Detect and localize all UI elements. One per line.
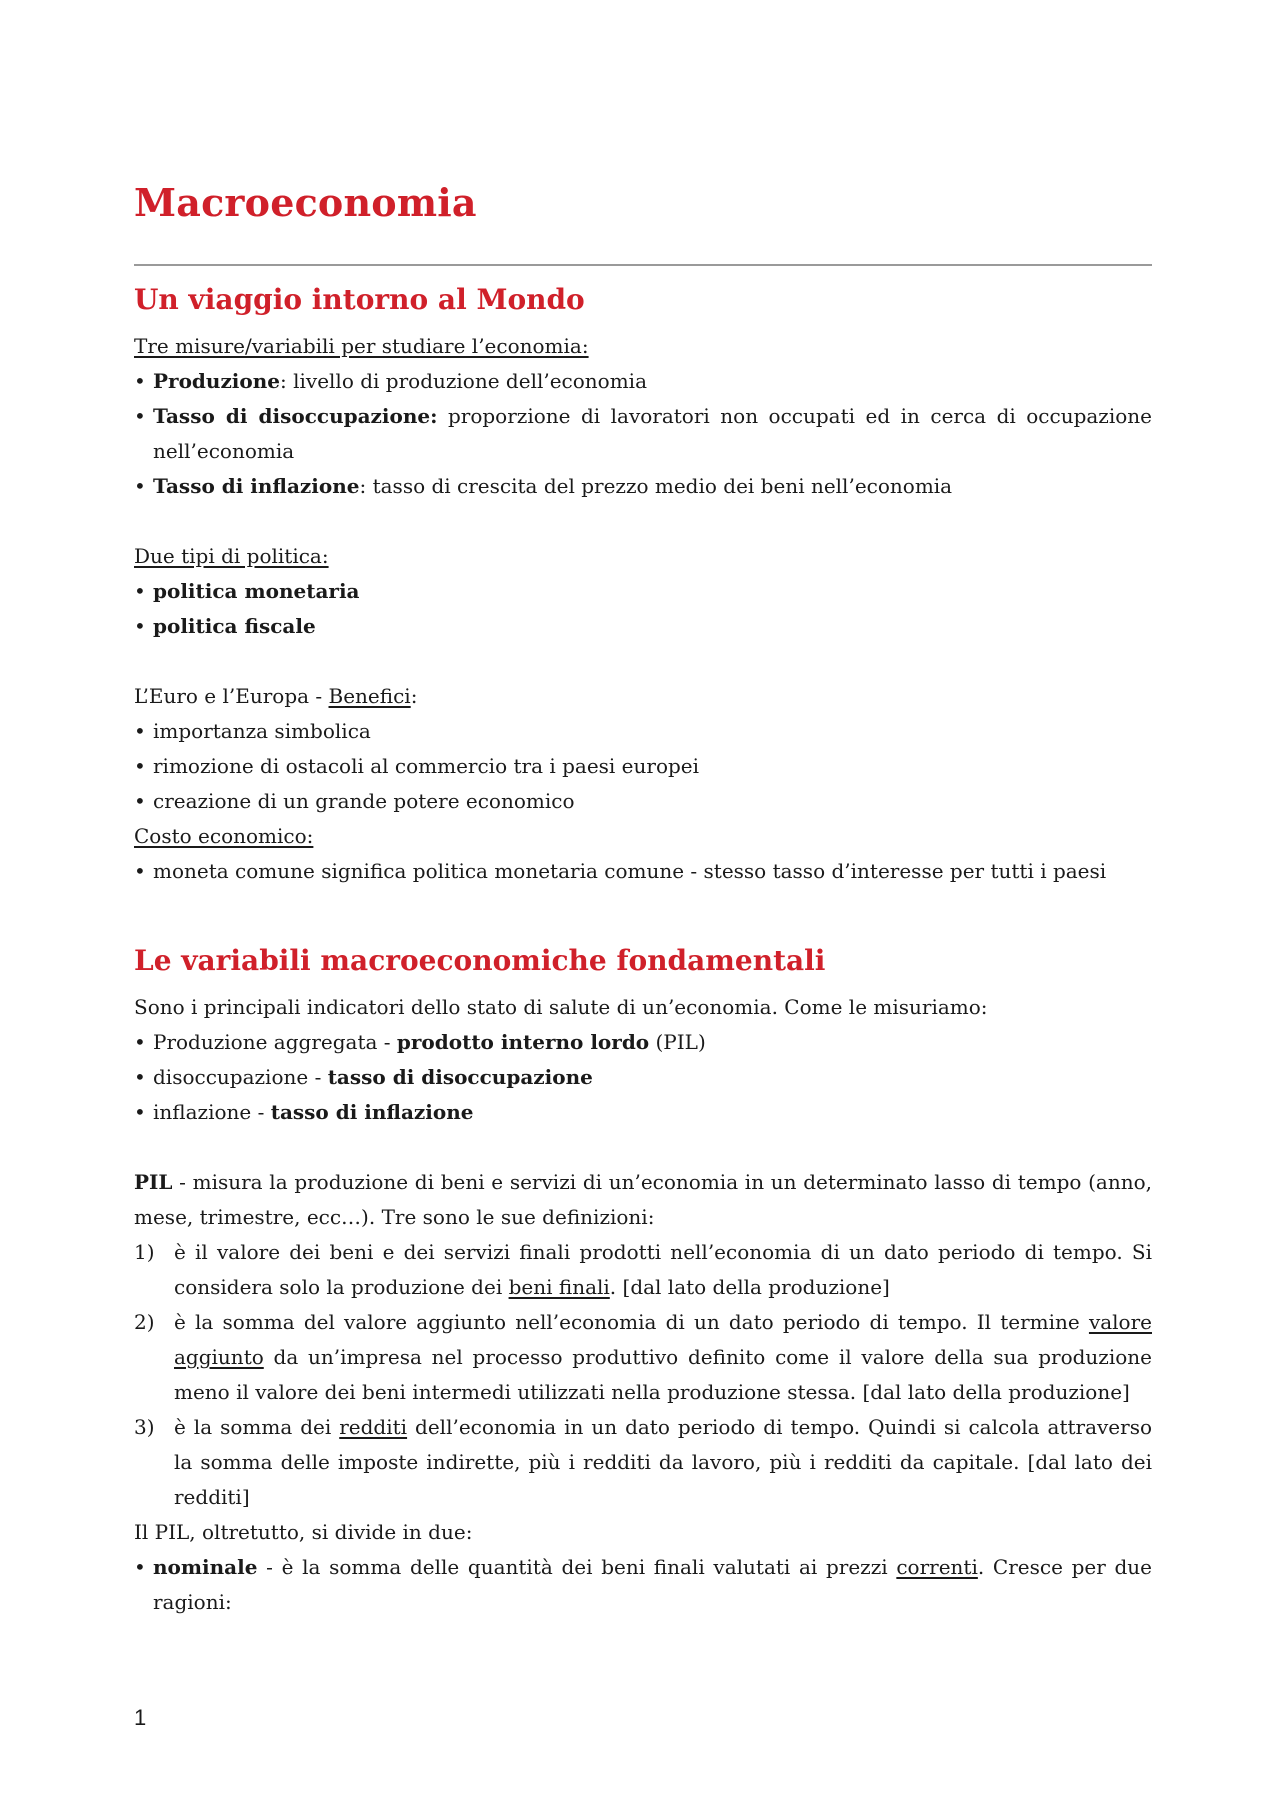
- paragraph: Sono i principali indicatori dello stato di salute di un’economia. Come le misuriamo:: [134, 995, 988, 1019]
- list-item: • inflazione - tasso di inflazione: [134, 1095, 1152, 1130]
- list-item: • politica monetaria: [134, 574, 1152, 609]
- list-item: • Produzione: livello di produzione dell’economia: [134, 364, 1152, 399]
- section-heading: Le variabili macroeconomiche fondamentali: [134, 944, 826, 977]
- list-item: • Tasso di disoccupazione: proporzione di lavoratori non occupati ed in cerca di occupazione nell’economia: [134, 399, 1152, 469]
- paragraph: Il PIL, oltretutto, si divide in due:: [134, 1520, 473, 1544]
- list-item: 2) è la somma del valore aggiunto nell’economia di un dato periodo di tempo. Il termine valore aggiunto da un’impresa nel processo produttivo definito come il valore della sua produzione meno il valore dei beni intermedi utilizzati nella produzione stessa. [dal lato della produzione]: [134, 1310, 1152, 1404]
- paragraph: Tre misure/variabili per studiare l’economia:: [134, 334, 589, 358]
- list-item: • creazione di un grande potere economico: [134, 784, 1152, 819]
- list-item: • moneta comune significa politica monetaria comune - stesso tasso d’interesse per tutti i paesi: [134, 854, 1152, 889]
- bullet-list: [134, 1025, 1152, 1130]
- paragraph: Costo economico:: [134, 824, 314, 848]
- paragraph: L’Euro e l’Europa - Benefici:: [134, 684, 418, 708]
- bullet-list: [134, 364, 1152, 504]
- list-item: • nominale - è la somma delle quantità dei beni finali valutati ai prezzi correnti. Cresce per due ragioni:: [134, 1550, 1152, 1620]
- bullet-list: [134, 1550, 1152, 1620]
- list-item: • Tasso di inflazione: tasso di crescita del prezzo medio dei beni nell’economia: [134, 469, 1152, 504]
- title-divider: [134, 264, 1152, 266]
- page-number: 1: [134, 1705, 147, 1730]
- list-item: • importanza simbolica: [134, 714, 1152, 749]
- paragraph: Due tipi di politica:: [134, 544, 329, 568]
- bullet-list: [134, 854, 1152, 889]
- bullet-list: [134, 574, 1152, 644]
- section-variabili: [134, 942, 1152, 1620]
- section-heading: Un viaggio intorno al Mondo: [134, 283, 585, 316]
- list-item: 1) è il valore dei beni e dei servizi finali prodotti nell’economia di un dato periodo di tempo. Si considera solo la produzione dei beni finali. [dal lato della produzione]: [134, 1240, 1152, 1299]
- bullet-list: [134, 714, 1152, 819]
- document-title: Macroeconomia: [134, 180, 477, 225]
- list-item: • Produzione aggregata - prodotto interno lordo (PIL): [134, 1025, 1152, 1060]
- section-viaggio: [134, 281, 1152, 889]
- list-item: • disoccupazione - tasso di disoccupazione: [134, 1060, 1152, 1095]
- list-item: • politica fiscale: [134, 609, 1152, 644]
- list-item: • rimozione di ostacoli al commercio tra i paesi europei: [134, 749, 1152, 784]
- list-item: 3) è la somma dei redditi dell’economia in un dato periodo di tempo. Quindi si calcola attraverso la somma delle imposte indirette, più i redditi da lavoro, più i redditi da capitale. [dal lato dei redditi]: [134, 1415, 1153, 1509]
- numbered-list: [134, 1235, 1152, 1515]
- paragraph: PIL - misura la produzione di beni e servizi di un’economia in un determinato lasso di tempo (anno, mese, trimestre, ecc…). Tre sono le sue definizioni:: [134, 1170, 1152, 1229]
